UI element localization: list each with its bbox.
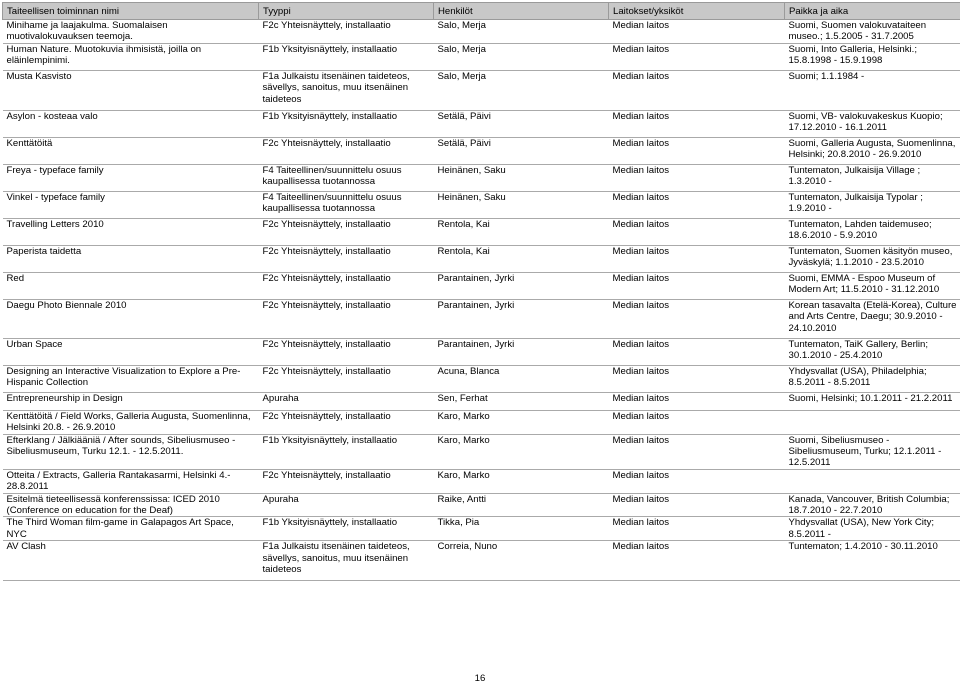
cell-persons: Karo, Marko	[434, 434, 609, 469]
cell-persons: Rentola, Kai	[434, 218, 609, 245]
cell-type: F1a Julkaistu itsenäinen taideteos, sävellys, sanoitus, muu itsenäinen taideteos	[259, 541, 434, 581]
cell-place-time	[785, 410, 960, 434]
cell-name: Designing an Interactive Visualization to Explore a Pre-Hispanic Collection	[3, 365, 259, 392]
cell-type: F1b Yksityisnäyttely, installaatio	[259, 43, 434, 70]
cell-name: Minihame ja laajakulma. Suomalaisen muotivalokuvauksen teemoja.	[3, 20, 259, 44]
cell-unit: Median laitos	[609, 338, 785, 365]
cell-name: Otteita / Extracts, Galleria Rantakasarmi, Helsinki 4.- 28.8.2011	[3, 469, 259, 493]
cell-place-time: Tuntematon, Julkaisija Typolar ; 1.9.2010 -	[785, 191, 960, 218]
cell-name: Esitelmä tieteellisessä konferenssissa: ICED 2010 (Conference on education for the Deaf)	[3, 493, 259, 517]
cell-type: F1b Yksityisnäyttely, installaatio	[259, 434, 434, 469]
cell-place-time: Suomi, Sibeliusmuseo - Sibeliusmuseum, Turku; 12.1.2011 - 12.5.2011	[785, 434, 960, 469]
table-row	[3, 541, 960, 581]
cell-unit: Median laitos	[609, 299, 785, 338]
column-header-name: Taiteellisen toiminnan nimi	[3, 3, 259, 20]
cell-place-time: Yhdysvallat (USA), New York City; 8.5.2011 -	[785, 517, 960, 541]
cell-type: Apuraha	[259, 392, 434, 410]
cell-place-time: Suomi, VB- valokuvakeskus Kuopio; 17.12.2010 - 16.1.2011	[785, 110, 960, 137]
column-header-units: Laitokset/yksiköt	[609, 3, 785, 20]
cell-place-time	[785, 469, 960, 493]
cell-type: F2c Yhteisnäyttely, installaatio	[259, 245, 434, 272]
cell-persons: Sen, Ferhat	[434, 392, 609, 410]
table-row	[3, 299, 960, 338]
column-header-persons: Henkilöt	[434, 3, 609, 20]
cell-type: F2c Yhteisnäyttely, installaatio	[259, 365, 434, 392]
cell-persons: Acuna, Blanca	[434, 365, 609, 392]
column-header-type: Tyyppi	[259, 3, 434, 20]
table-row	[3, 245, 960, 272]
cell-place-time: Suomi, Helsinki; 10.1.2011 - 21.2.2011	[785, 392, 960, 410]
cell-type: Apuraha	[259, 493, 434, 517]
cell-type: F2c Yhteisnäyttely, installaatio	[259, 272, 434, 299]
cell-unit: Median laitos	[609, 20, 785, 44]
cell-unit: Median laitos	[609, 137, 785, 164]
cell-type: F2c Yhteisnäyttely, installaatio	[259, 218, 434, 245]
cell-persons: Raike, Antti	[434, 493, 609, 517]
cell-persons: Tikka, Pia	[434, 517, 609, 541]
cell-persons: Setälä, Päivi	[434, 110, 609, 137]
cell-type: F1a Julkaistu itsenäinen taideteos, sävellys, sanoitus, muu itsenäinen taideteos	[259, 70, 434, 110]
table-row	[3, 137, 960, 164]
cell-type: F2c Yhteisnäyttely, installaatio	[259, 20, 434, 44]
table-row	[3, 392, 960, 410]
table-row	[3, 272, 960, 299]
cell-persons: Correia, Nuno	[434, 541, 609, 581]
cell-unit: Median laitos	[609, 110, 785, 137]
cell-name: Entrepreneurship in Design	[3, 392, 259, 410]
cell-name: Daegu Photo Biennale 2010	[3, 299, 259, 338]
cell-place-time: Suomi, Into Galleria, Helsinki.; 15.8.1998 - 15.9.1998	[785, 43, 960, 70]
table-row	[3, 469, 960, 493]
cell-place-time: Suomi, Galleria Augusta, Suomenlinna, Helsinki; 20.8.2010 - 26.9.2010	[785, 137, 960, 164]
cell-name: Freya - typeface family	[3, 164, 259, 191]
cell-unit: Median laitos	[609, 272, 785, 299]
cell-name: AV Clash	[3, 541, 259, 581]
cell-persons: Salo, Merja	[434, 70, 609, 110]
table-row	[3, 410, 960, 434]
cell-name: Red	[3, 272, 259, 299]
cell-name: The Third Woman film-game in Galapagos Art Space, NYC	[3, 517, 259, 541]
cell-unit: Median laitos	[609, 493, 785, 517]
cell-type: F1b Yksityisnäyttely, installaatio	[259, 517, 434, 541]
table-row	[3, 70, 960, 110]
cell-unit: Median laitos	[609, 541, 785, 581]
cell-name: Paperista taidetta	[3, 245, 259, 272]
cell-name: Kenttätöitä / Field Works, Galleria Augusta, Suomenlinna, Helsinki 20.8. - 26.9.2010	[3, 410, 259, 434]
cell-place-time: Tuntematon, Suomen käsityön museo, Jyväskylä; 1.1.2010 - 23.5.2010	[785, 245, 960, 272]
cell-name: Asylon - kosteaa valo	[3, 110, 259, 137]
table-row	[3, 20, 960, 44]
cell-unit: Median laitos	[609, 469, 785, 493]
cell-unit: Median laitos	[609, 191, 785, 218]
table-row	[3, 434, 960, 469]
cell-type: F2c Yhteisnäyttely, installaatio	[259, 338, 434, 365]
table-body	[3, 20, 960, 581]
cell-place-time: Suomi; 1.1.1984 -	[785, 70, 960, 110]
cell-name: Human Nature. Muotokuvia ihmisistä, joilla on eläinlempinimi.	[3, 43, 259, 70]
cell-persons: Setälä, Päivi	[434, 137, 609, 164]
table-row	[3, 493, 960, 517]
cell-place-time: Tuntematon, Julkaisija Village ; 1.3.2010 -	[785, 164, 960, 191]
cell-place-time: Kanada, Vancouver, British Columbia; 18.7.2010 - 22.7.2010	[785, 493, 960, 517]
table-row	[3, 517, 960, 541]
table-row	[3, 191, 960, 218]
cell-persons: Parantainen, Jyrki	[434, 299, 609, 338]
table-header-row	[3, 3, 960, 20]
cell-place-time: Suomi, Suomen valokuvataiteen museo.; 1.5.2005 - 31.7.2005	[785, 20, 960, 44]
table-row	[3, 43, 960, 70]
cell-persons: Parantainen, Jyrki	[434, 338, 609, 365]
cell-persons: Karo, Marko	[434, 410, 609, 434]
cell-persons: Rentola, Kai	[434, 245, 609, 272]
cell-unit: Median laitos	[609, 517, 785, 541]
table-row	[3, 338, 960, 365]
cell-unit: Median laitos	[609, 434, 785, 469]
cell-place-time: Tuntematon, Lahden taidemuseo; 18.6.2010 - 5.9.2010	[785, 218, 960, 245]
cell-type: F4 Taiteellinen/suunnittelu osuus kaupallisessa tuotannossa	[259, 191, 434, 218]
cell-type: F2c Yhteisnäyttely, installaatio	[259, 410, 434, 434]
cell-unit: Median laitos	[609, 164, 785, 191]
cell-unit: Median laitos	[609, 410, 785, 434]
cell-persons: Salo, Merja	[434, 20, 609, 44]
cell-name: Vinkel - typeface family	[3, 191, 259, 218]
cell-place-time: Suomi, EMMA - Espoo Museum of Modern Art; 11.5.2010 - 31.12.2010	[785, 272, 960, 299]
activities-table	[2, 2, 960, 581]
cell-type: F2c Yhteisnäyttely, installaatio	[259, 137, 434, 164]
cell-persons: Parantainen, Jyrki	[434, 272, 609, 299]
cell-place-time: Korean tasavalta (Etelä-Korea), Culture and Arts Centre, Daegu; 30.9.2010 - 24.10.2010	[785, 299, 960, 338]
cell-name: Musta Kasvisto	[3, 70, 259, 110]
table-row	[3, 164, 960, 191]
cell-unit: Median laitos	[609, 365, 785, 392]
cell-name: Urban Space	[3, 338, 259, 365]
column-header-place-time: Paikka ja aika	[785, 3, 960, 20]
cell-name: Travelling Letters 2010	[3, 218, 259, 245]
cell-unit: Median laitos	[609, 43, 785, 70]
page-number: 16	[474, 673, 486, 684]
table-row	[3, 110, 960, 137]
cell-persons: Heinänen, Saku	[434, 191, 609, 218]
cell-unit: Median laitos	[609, 70, 785, 110]
cell-type: F2c Yhteisnäyttely, installaatio	[259, 469, 434, 493]
cell-persons: Salo, Merja	[434, 43, 609, 70]
cell-unit: Median laitos	[609, 392, 785, 410]
cell-place-time: Yhdysvallat (USA), Philadelphia; 8.5.2011 - 8.5.2011	[785, 365, 960, 392]
cell-unit: Median laitos	[609, 218, 785, 245]
cell-type: F2c Yhteisnäyttely, installaatio	[259, 299, 434, 338]
table-row	[3, 218, 960, 245]
cell-type: F4 Taiteellinen/suunnittelu osuus kaupallisessa tuotannossa	[259, 164, 434, 191]
cell-unit: Median laitos	[609, 245, 785, 272]
cell-name: Efterklang / Jälkiääniä / After sounds, Sibeliusmuseo - Sibeliusmuseum, Turku 12.1. - 12.5.2011.	[3, 434, 259, 469]
cell-place-time: Tuntematon, TaiK Gallery, Berlin; 30.1.2010 - 25.4.2010	[785, 338, 960, 365]
cell-persons: Karo, Marko	[434, 469, 609, 493]
table-row	[3, 365, 960, 392]
cell-persons: Heinänen, Saku	[434, 164, 609, 191]
cell-place-time: Tuntematon; 1.4.2010 - 30.11.2010	[785, 541, 960, 581]
cell-type: F1b Yksityisnäyttely, installaatio	[259, 110, 434, 137]
cell-name: Kenttätöitä	[3, 137, 259, 164]
